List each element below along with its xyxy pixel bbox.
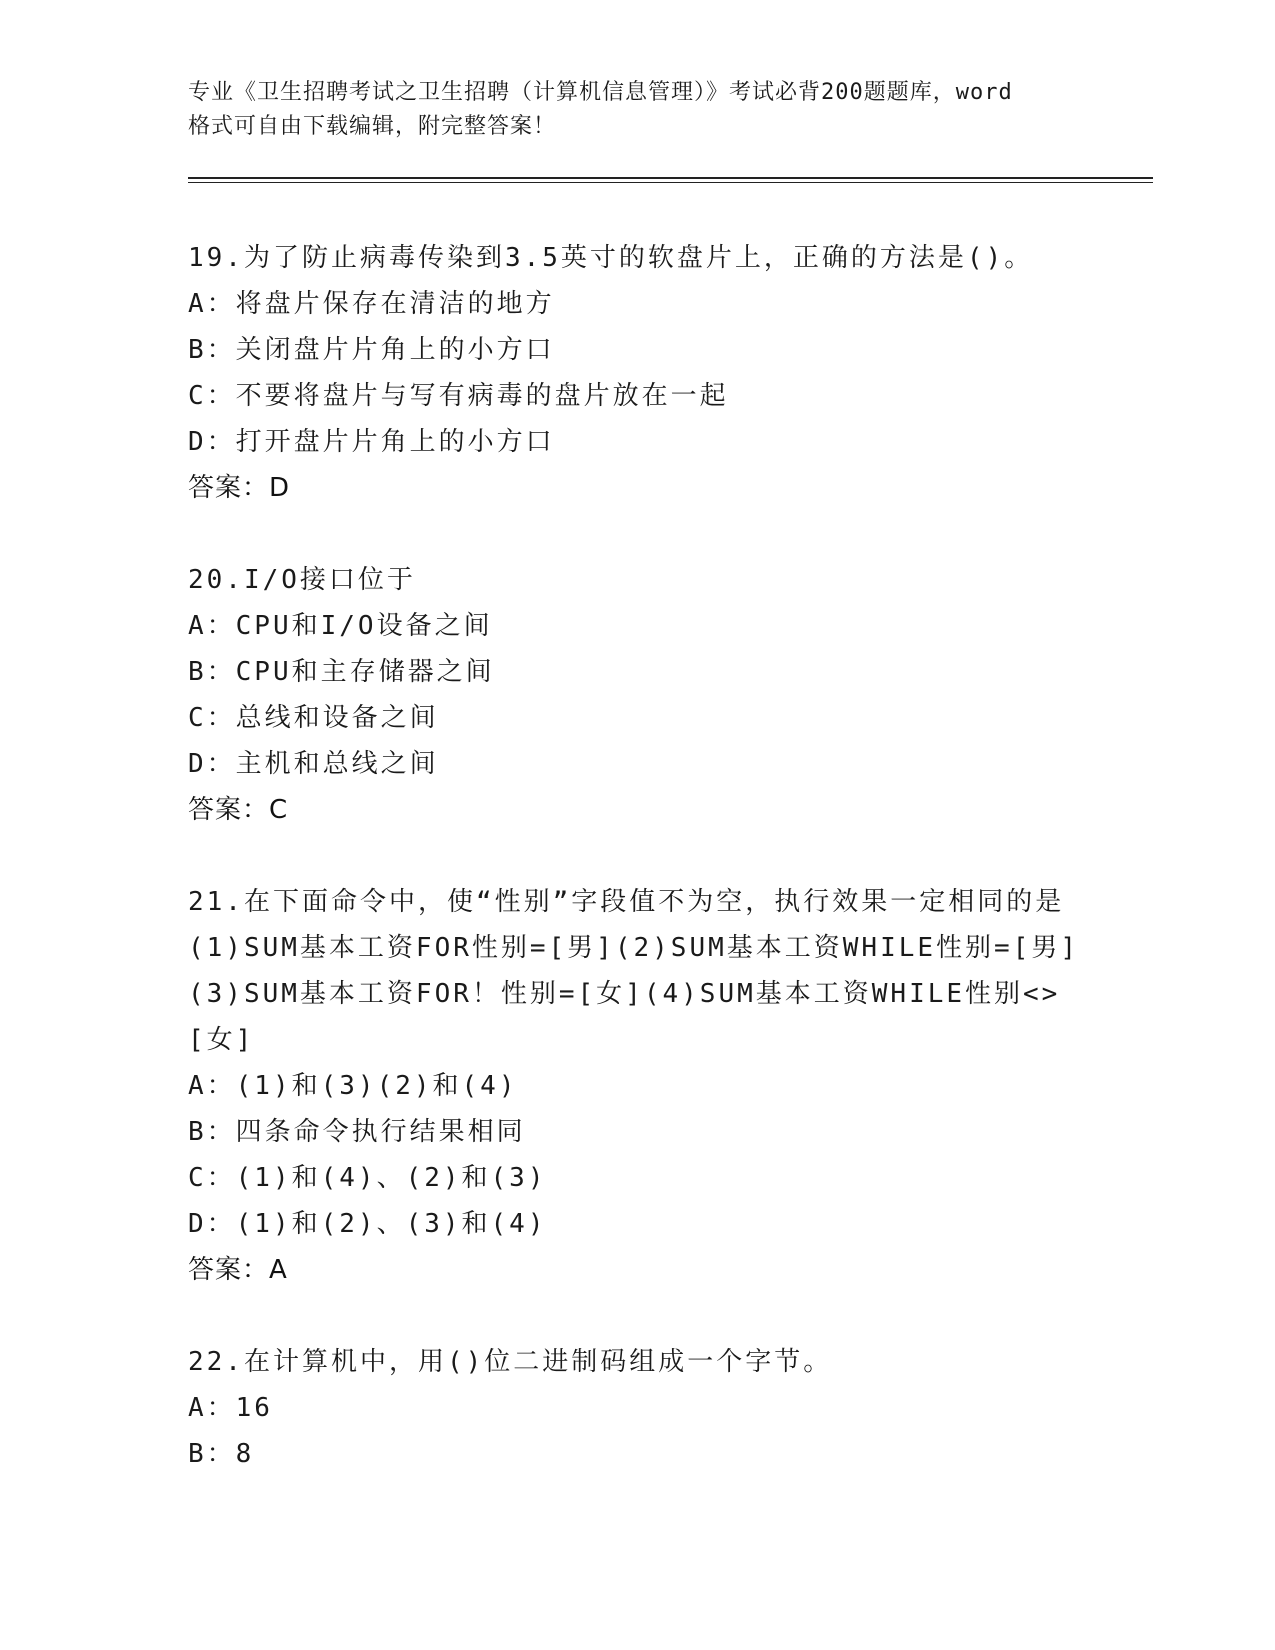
option-b: B：四条命令执行结果相同 xyxy=(188,1117,526,1147)
option-b: B：CPU和主存储器之间 xyxy=(188,657,495,687)
answer-line: 答案：C xyxy=(188,795,289,825)
question-stem: 20.I/O接口位于 xyxy=(188,565,416,595)
question-20 xyxy=(188,557,1088,833)
option-c: C：(1)和(4)、(2)和(3) xyxy=(188,1163,547,1193)
answer-line: 答案：A xyxy=(188,1255,288,1285)
header-line-1: 专业《卫生招聘考试之卫生招聘（计算机信息管理）》考试必背200题题库，word xyxy=(188,80,1013,105)
answer-line: 答案：D xyxy=(188,473,291,503)
option-a: A：16 xyxy=(188,1393,273,1423)
question-21 xyxy=(188,879,1088,1293)
option-c: C：总线和设备之间 xyxy=(188,703,439,733)
question-stem: 21.在下面命令中，使“性别”字段值不为空，执行效果一定相同的是(1)SUM基本工资FOR性别=[男](2)SUM基本工资WHILE性别=[男](3)SUM基本工资FOR！性别=[女](4)SUM基本工资WHILE性别<>[女] xyxy=(188,887,1079,1055)
option-d: D：(1)和(2)、(3)和(4) xyxy=(188,1209,547,1239)
option-c: C：不要将盘片与写有病毒的盘片放在一起 xyxy=(188,381,729,411)
option-b: B：关闭盘片片角上的小方口 xyxy=(188,335,555,365)
question-stem: 19.为了防止病毒传染到3.5英寸的软盘片上，正确的方法是()。 xyxy=(188,243,1034,273)
option-a: A：将盘片保存在清洁的地方 xyxy=(188,289,555,319)
header-line-2: 格式可自由下载编辑，附完整答案！ xyxy=(188,114,557,139)
question-19 xyxy=(188,235,1088,511)
option-b: B：8 xyxy=(188,1439,255,1469)
document-header xyxy=(188,76,1088,144)
option-a: A：CPU和I/O设备之间 xyxy=(188,611,493,641)
question-list xyxy=(188,235,1088,1523)
header-divider-thick xyxy=(188,177,1153,179)
header-divider-thin xyxy=(188,182,1153,183)
question-22 xyxy=(188,1339,1088,1477)
question-stem: 22.在计算机中，用()位二进制码组成一个字节。 xyxy=(188,1347,833,1377)
option-d: D：主机和总线之间 xyxy=(188,749,439,779)
option-a: A：(1)和(3)(2)和(4) xyxy=(188,1071,518,1101)
option-d: D：打开盘片片角上的小方口 xyxy=(188,427,555,457)
